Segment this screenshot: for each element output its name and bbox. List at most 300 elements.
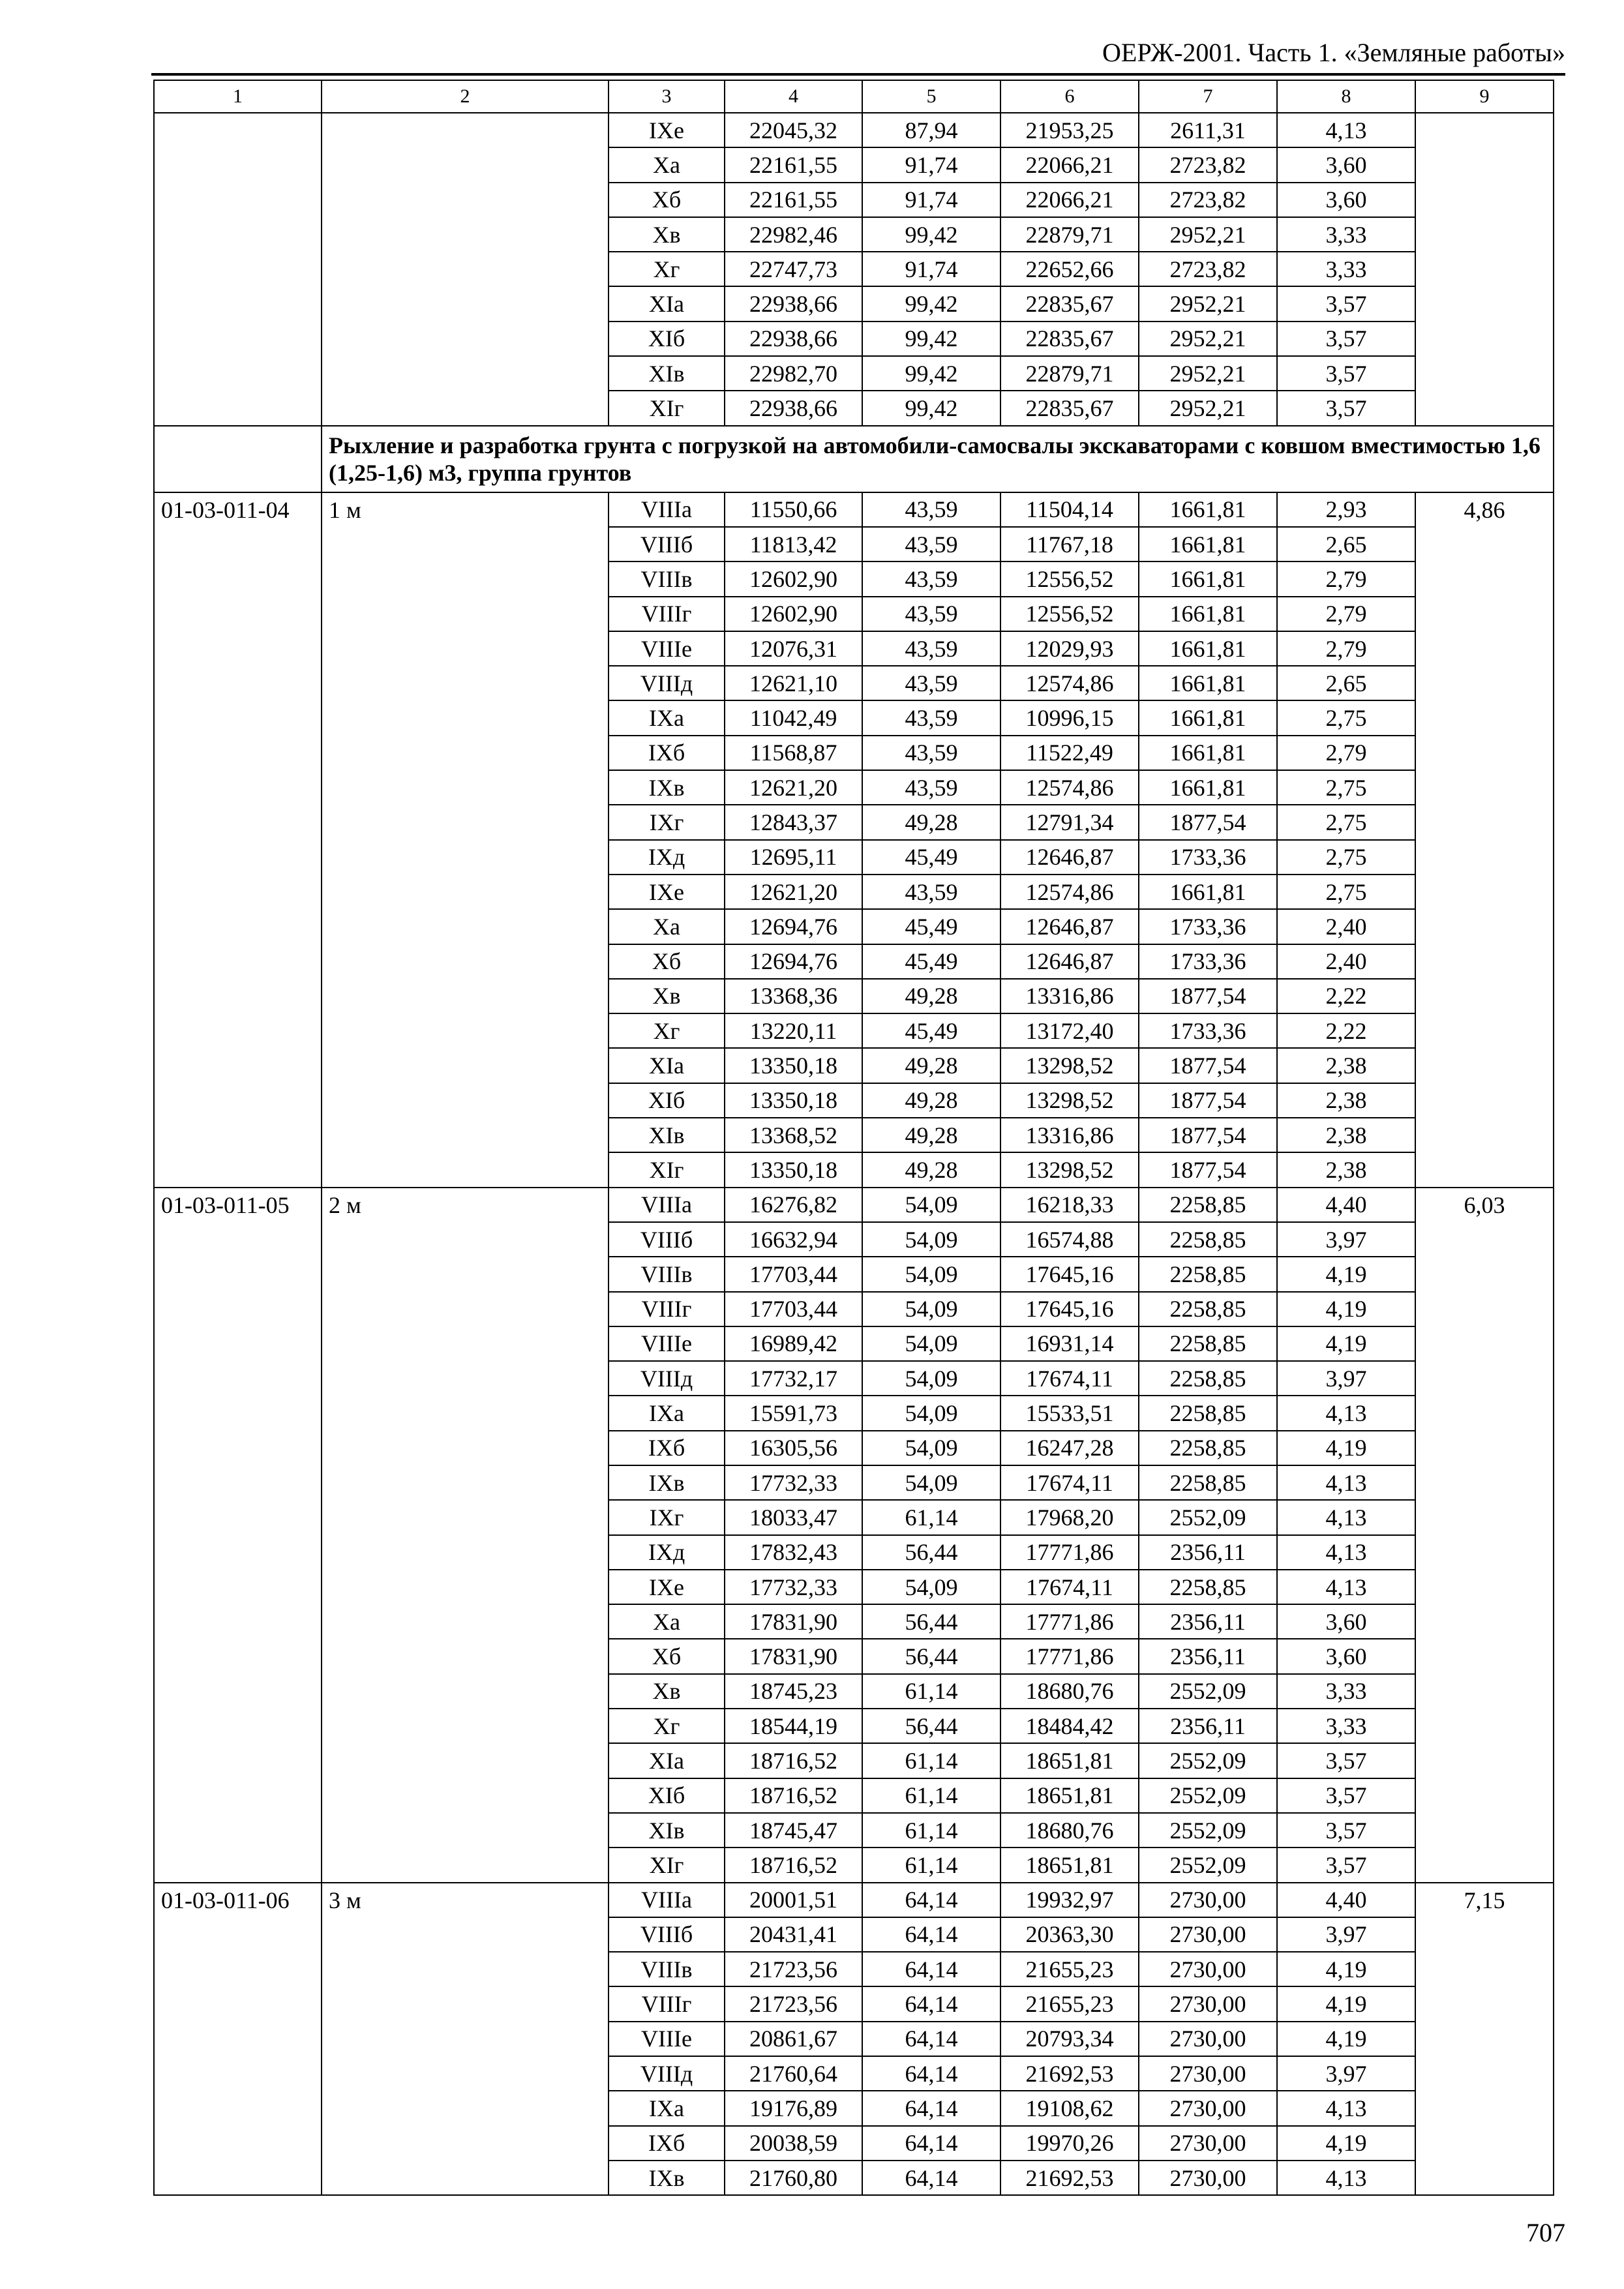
machinist-wages-cell: 2258,85 [1139,1396,1277,1430]
table-row [154,492,1554,527]
wages-cell: 54,09 [862,1292,1000,1326]
machinist-wages-cell: 2730,00 [1139,1952,1277,1986]
total-cost-cell: 13350,18 [725,1152,862,1187]
item-name: 3 м [322,1883,609,2196]
wages-cell: 61,14 [862,1778,1000,1813]
total-cost-cell: 12694,76 [725,909,862,944]
total-cost-cell: 16989,42 [725,1326,862,1361]
page-header-title: ОЕРЖ-2001. Часть 1. «Земляные работы» [1102,38,1565,67]
soil-group-cell: VIIIа [609,492,725,527]
materials-cost-cell: 3,33 [1277,217,1415,252]
total-cost-cell: 13368,36 [725,979,862,1013]
machinist-wages-cell: 1661,81 [1139,527,1277,561]
soil-group-cell: XIа [609,1048,725,1083]
total-cost-cell: 17732,17 [725,1361,862,1396]
machine-cost-cell: 21692,53 [1000,2161,1139,2195]
soil-group-cell: Xв [609,979,725,1013]
materials-cost-cell: 3,57 [1277,1743,1415,1778]
machinist-wages-cell: 1877,54 [1139,1152,1277,1187]
machine-cost-cell: 21692,53 [1000,2056,1139,2091]
machinist-wages-cell: 2552,09 [1139,1500,1277,1534]
soil-group-cell: Xб [609,944,725,979]
materials-cost-cell: 4,19 [1277,1952,1415,1986]
column-number: 1 [154,80,322,113]
machinist-wages-cell: 2258,85 [1139,1292,1277,1326]
wages-cell: 54,09 [862,1257,1000,1291]
wages-cell: 54,09 [862,1188,1000,1222]
total-cost-cell: 12695,11 [725,840,862,875]
machine-cost-cell: 13316,86 [1000,979,1139,1013]
soil-group-cell: IXв [609,1465,725,1500]
materials-cost-cell: 2,79 [1277,597,1415,631]
machine-cost-cell: 11767,18 [1000,527,1139,561]
column-number: 8 [1277,80,1415,113]
total-cost-cell: 18745,47 [725,1813,862,1848]
wages-cell: 99,42 [862,217,1000,252]
total-cost-cell: 19176,89 [725,2091,862,2125]
machinist-wages-cell: 2356,11 [1139,1709,1277,1743]
soil-group-cell: IXе [609,1570,725,1604]
wages-cell: 49,28 [862,1048,1000,1083]
materials-cost-cell: 3,60 [1277,1604,1415,1639]
materials-cost-cell: 3,97 [1277,2056,1415,2091]
soil-group-cell: XIг [609,1152,725,1187]
machine-cost-cell: 17645,16 [1000,1292,1139,1326]
page-number: 707 [1526,2218,1565,2247]
machine-cost-cell: 17968,20 [1000,1500,1139,1534]
materials-cost-cell: 3,60 [1277,183,1415,217]
machine-cost-cell: 22835,67 [1000,391,1139,425]
soil-group-cell: Xг [609,1013,725,1048]
soil-group-cell: XIв [609,1118,725,1152]
soil-group-cell: XIг [609,1848,725,1882]
soil-group-cell: Xа [609,147,725,182]
wages-cell: 43,59 [862,875,1000,909]
total-cost-cell: 22982,46 [725,217,862,252]
materials-cost-cell: 4,13 [1277,1465,1415,1500]
machine-cost-cell: 20363,30 [1000,1917,1139,1952]
materials-cost-cell: 2,38 [1277,1152,1415,1187]
machine-cost-cell: 19108,62 [1000,2091,1139,2125]
total-cost-cell: 12621,20 [725,875,862,909]
materials-cost-cell: 3,33 [1277,252,1415,286]
table-row [154,113,1554,147]
soil-group-cell: IXб [609,1431,725,1465]
soil-group-cell: VIIIв [609,1952,725,1986]
machinist-wages-cell: 2723,82 [1139,147,1277,182]
total-cost-cell: 16276,82 [725,1188,862,1222]
materials-cost-cell: 4,13 [1277,113,1415,147]
wages-cell: 43,59 [862,770,1000,805]
column-number: 6 [1000,80,1139,113]
materials-cost-cell: 4,40 [1277,1188,1415,1222]
machinist-wages-cell: 2730,00 [1139,1986,1277,2021]
materials-cost-cell: 2,40 [1277,909,1415,944]
wages-cell: 54,09 [862,1326,1000,1361]
materials-cost-cell: 4,13 [1277,1396,1415,1430]
wages-cell: 49,28 [862,979,1000,1013]
materials-cost-cell: 3,33 [1277,1674,1415,1709]
section-title: Рыхление и разработка грунта с погрузкой на автомобили-самосвалы экскаваторами с ковшом вместимостью 1,6 (1,25-1,6) м3, группа грунтов [322,426,1554,492]
materials-cost-cell: 3,57 [1277,1778,1415,1813]
section-empty-cell [154,426,322,492]
total-cost-cell: 13350,18 [725,1048,862,1083]
machinist-wages-cell: 2730,00 [1139,2022,1277,2056]
machinist-wages-cell: 1733,36 [1139,944,1277,979]
machine-cost-cell: 17674,11 [1000,1361,1139,1396]
machinist-wages-cell: 1877,54 [1139,1048,1277,1083]
machine-cost-cell: 11504,14 [1000,492,1139,527]
soil-group-cell: VIIIб [609,1917,725,1952]
soil-group-cell: Xа [609,1604,725,1639]
materials-cost-cell: 3,60 [1277,147,1415,182]
table-row [154,1883,1554,1917]
soil-group-cell: VIIIв [609,561,725,596]
machinist-wages-cell: 2552,09 [1139,1848,1277,1882]
materials-cost-cell: 2,65 [1277,527,1415,561]
name-cell [322,113,609,426]
machine-cost-cell: 12029,93 [1000,631,1139,666]
soil-group-cell: XIб [609,322,725,356]
soil-group-cell: Xв [609,1674,725,1709]
soil-group-cell: XIв [609,356,725,391]
machine-cost-cell: 12646,87 [1000,944,1139,979]
total-cost-cell: 13350,18 [725,1083,862,1118]
machine-cost-cell: 17771,86 [1000,1535,1139,1570]
materials-cost-cell: 2,75 [1277,770,1415,805]
machine-cost-cell: 22879,71 [1000,217,1139,252]
total-cost-cell: 17703,44 [725,1292,862,1326]
total-cost-cell: 12621,20 [725,770,862,805]
soil-group-cell: IXв [609,2161,725,2195]
total-cost-cell: 18544,19 [725,1709,862,1743]
machinist-wages-cell: 1877,54 [1139,1083,1277,1118]
machine-cost-cell: 18680,76 [1000,1674,1139,1709]
item-code: 01-03-011-05 [154,1188,322,1883]
materials-cost-cell: 3,33 [1277,1709,1415,1743]
machinist-wages-cell: 1661,81 [1139,597,1277,631]
materials-cost-cell: 2,75 [1277,840,1415,875]
item-name: 2 м [322,1188,609,1883]
materials-cost-cell: 2,75 [1277,805,1415,839]
machinist-wages-cell: 1733,36 [1139,909,1277,944]
total-cost-cell: 12602,90 [725,561,862,596]
machine-cost-cell: 16574,88 [1000,1222,1139,1257]
machinist-wages-cell: 2730,00 [1139,2091,1277,2125]
total-cost-cell: 22161,55 [725,147,862,182]
wages-cell: 99,42 [862,391,1000,425]
materials-cost-cell: 3,60 [1277,1639,1415,1673]
price-table [153,80,1554,2196]
column-number: 2 [322,80,609,113]
total-cost-cell: 12076,31 [725,631,862,666]
soil-group-cell: IXг [609,805,725,839]
soil-group-cell: VIIIг [609,1986,725,2021]
wages-cell: 99,42 [862,356,1000,391]
machinist-wages-cell: 2258,85 [1139,1361,1277,1396]
materials-cost-cell: 4,19 [1277,1986,1415,2021]
machine-cost-cell: 17771,86 [1000,1639,1139,1673]
total-cost-cell: 22938,66 [725,322,862,356]
machine-cost-cell: 22652,66 [1000,252,1139,286]
wages-cell: 61,14 [862,1500,1000,1534]
total-cost-cell: 18033,47 [725,1500,862,1534]
materials-cost-cell: 3,57 [1277,1848,1415,1882]
wages-cell: 43,59 [862,736,1000,770]
wages-cell: 64,14 [862,2126,1000,2161]
materials-cost-cell: 3,57 [1277,391,1415,425]
wages-cell: 61,14 [862,1848,1000,1882]
materials-cost-cell: 4,19 [1277,1292,1415,1326]
materials-cost-cell: 3,97 [1277,1222,1415,1257]
total-cost-cell: 11042,49 [725,700,862,735]
materials-cost-cell: 2,38 [1277,1118,1415,1152]
materials-cost-cell: 3,97 [1277,1917,1415,1952]
machinist-wages-cell: 2730,00 [1139,1917,1277,1952]
machine-cost-cell: 22066,21 [1000,183,1139,217]
wages-cell: 43,59 [862,631,1000,666]
total-cost-cell: 12694,76 [725,944,862,979]
total-cost-cell: 11550,66 [725,492,862,527]
machinist-wages-cell: 2258,85 [1139,1570,1277,1604]
soil-group-cell: IXе [609,113,725,147]
wages-cell: 43,59 [862,561,1000,596]
soil-group-cell: VIIIе [609,1326,725,1361]
soil-group-cell: VIIIа [609,1883,725,1917]
total-cost-cell: 13220,11 [725,1013,862,1048]
wages-cell: 54,09 [862,1361,1000,1396]
machinist-wages-cell: 1661,81 [1139,875,1277,909]
materials-cost-cell: 3,57 [1277,286,1415,321]
materials-cost-cell: 2,22 [1277,1013,1415,1048]
total-cost-cell: 17831,90 [725,1604,862,1639]
wages-cell: 45,49 [862,909,1000,944]
total-cost-cell: 22161,55 [725,183,862,217]
wages-cell: 91,74 [862,183,1000,217]
materials-cost-cell: 2,93 [1277,492,1415,527]
machine-cost-cell: 21953,25 [1000,113,1139,147]
machinist-wages-cell: 2356,11 [1139,1535,1277,1570]
total-cost-cell: 11568,87 [725,736,862,770]
column-number: 4 [725,80,862,113]
total-cost-cell: 17831,90 [725,1639,862,1673]
code-cell [154,113,322,426]
total-cost-cell: 17832,43 [725,1535,862,1570]
materials-cost-cell: 2,79 [1277,561,1415,596]
materials-cost-cell: 2,22 [1277,979,1415,1013]
machinist-wages-cell: 2952,21 [1139,391,1277,425]
machine-cost-cell: 12556,52 [1000,561,1139,596]
machinist-wages-cell: 2611,31 [1139,113,1277,147]
wages-cell: 43,59 [862,666,1000,700]
machine-cost-cell: 18651,81 [1000,1778,1139,1813]
total-cost-cell: 12621,10 [725,666,862,700]
column-number: 7 [1139,80,1277,113]
soil-group-cell: IXв [609,770,725,805]
wages-cell: 43,59 [862,527,1000,561]
soil-group-cell: VIIIб [609,527,725,561]
machine-cost-cell: 16247,28 [1000,1431,1139,1465]
total-cost-cell: 22747,73 [725,252,862,286]
machinist-wages-cell: 1661,81 [1139,770,1277,805]
soil-group-cell: Xг [609,1709,725,1743]
wages-cell: 99,42 [862,286,1000,321]
machinist-wages-cell: 2258,85 [1139,1431,1277,1465]
total-cost-cell: 21723,56 [725,1986,862,2021]
machine-cost-cell: 17771,86 [1000,1604,1139,1639]
wages-cell: 64,14 [862,1986,1000,2021]
machine-cost-cell: 22835,67 [1000,286,1139,321]
total-cost-cell: 17703,44 [725,1257,862,1291]
total-cost-cell: 15591,73 [725,1396,862,1430]
machine-cost-cell: 13298,52 [1000,1083,1139,1118]
wages-cell: 54,09 [862,1222,1000,1257]
item-coefficient: 4,86 [1415,492,1554,1188]
machinist-wages-cell: 1877,54 [1139,979,1277,1013]
machine-cost-cell: 22835,67 [1000,322,1139,356]
machine-cost-cell: 16931,14 [1000,1326,1139,1361]
machinist-wages-cell: 2552,09 [1139,1674,1277,1709]
machinist-wages-cell: 2258,85 [1139,1222,1277,1257]
materials-cost-cell: 4,19 [1277,2126,1415,2161]
wages-cell: 91,74 [862,252,1000,286]
soil-group-cell: IXд [609,840,725,875]
machine-cost-cell: 15533,51 [1000,1396,1139,1430]
machinist-wages-cell: 2723,82 [1139,183,1277,217]
wages-cell: 61,14 [862,1674,1000,1709]
materials-cost-cell: 3,57 [1277,322,1415,356]
header-rule [151,73,1565,76]
soil-group-cell: XIб [609,1083,725,1118]
machinist-wages-cell: 2356,11 [1139,1604,1277,1639]
total-cost-cell: 16305,56 [725,1431,862,1465]
machinist-wages-cell: 1661,81 [1139,736,1277,770]
soil-group-cell: IXа [609,700,725,735]
total-cost-cell: 20038,59 [725,2126,862,2161]
machinist-wages-cell: 1733,36 [1139,840,1277,875]
wages-cell: 64,14 [862,1917,1000,1952]
machine-cost-cell: 12574,86 [1000,875,1139,909]
machine-cost-cell: 21655,23 [1000,1986,1139,2021]
total-cost-cell: 12602,90 [725,597,862,631]
soil-group-cell: VIIIд [609,666,725,700]
wages-cell: 61,14 [862,1743,1000,1778]
materials-cost-cell: 4,13 [1277,2091,1415,2125]
total-cost-cell: 18716,52 [725,1848,862,1882]
soil-group-cell: VIIIг [609,1292,725,1326]
total-cost-cell: 17732,33 [725,1570,862,1604]
soil-group-cell: VIIIд [609,2056,725,2091]
machine-cost-cell: 18651,81 [1000,1743,1139,1778]
materials-cost-cell: 4,13 [1277,1570,1415,1604]
total-cost-cell: 18716,52 [725,1743,862,1778]
table-row [154,1188,1554,1222]
wages-cell: 45,49 [862,840,1000,875]
total-cost-cell: 21723,56 [725,1952,862,1986]
machinist-wages-cell: 2552,09 [1139,1813,1277,1848]
column-number-row [154,80,1554,113]
machinist-wages-cell: 2952,21 [1139,286,1277,321]
total-cost-cell: 22938,66 [725,391,862,425]
total-cost-cell: 22982,70 [725,356,862,391]
soil-group-cell: VIIIе [609,2022,725,2056]
wages-cell: 64,14 [862,1883,1000,1917]
soil-group-cell: VIIIа [609,1188,725,1222]
wages-cell: 54,09 [862,1396,1000,1430]
soil-group-cell: IXе [609,875,725,909]
soil-group-cell: VIIIд [609,1361,725,1396]
machine-cost-cell: 12646,87 [1000,909,1139,944]
machinist-wages-cell: 2952,21 [1139,356,1277,391]
wages-cell: 91,74 [862,147,1000,182]
machine-cost-cell: 20793,34 [1000,2022,1139,2056]
item-name: 1 м [322,492,609,1188]
machinist-wages-cell: 2723,82 [1139,252,1277,286]
machinist-wages-cell: 2952,21 [1139,322,1277,356]
wages-cell: 56,44 [862,1709,1000,1743]
item-coefficient: 6,03 [1415,1188,1554,1883]
wages-cell: 54,09 [862,1465,1000,1500]
machine-cost-cell: 12574,86 [1000,770,1139,805]
machine-cost-cell: 13298,52 [1000,1152,1139,1187]
total-cost-cell: 20861,67 [725,2022,862,2056]
machine-cost-cell: 22066,21 [1000,147,1139,182]
total-cost-cell: 20431,41 [725,1917,862,1952]
materials-cost-cell: 3,57 [1277,356,1415,391]
machine-cost-cell: 12574,86 [1000,666,1139,700]
wages-cell: 49,28 [862,1083,1000,1118]
machine-cost-cell: 19932,97 [1000,1883,1139,1917]
wages-cell: 49,28 [862,1152,1000,1187]
machine-cost-cell: 18484,42 [1000,1709,1139,1743]
soil-group-cell: Xг [609,252,725,286]
materials-cost-cell: 4,13 [1277,1535,1415,1570]
soil-group-cell: VIIIе [609,631,725,666]
wages-cell: 45,49 [862,944,1000,979]
total-cost-cell: 18716,52 [725,1778,862,1813]
total-cost-cell: 11813,42 [725,527,862,561]
machinist-wages-cell: 2258,85 [1139,1326,1277,1361]
soil-group-cell: Xб [609,1639,725,1673]
soil-group-cell: Xб [609,183,725,217]
materials-cost-cell: 2,79 [1277,736,1415,770]
materials-cost-cell: 4,40 [1277,1883,1415,1917]
wages-cell: 64,14 [862,2022,1000,2056]
column-number: 5 [862,80,1000,113]
machine-cost-cell: 12646,87 [1000,840,1139,875]
machinist-wages-cell: 2952,21 [1139,217,1277,252]
soil-group-cell: IXд [609,1535,725,1570]
soil-group-cell: XIб [609,1778,725,1813]
soil-group-cell: IXа [609,2091,725,2125]
machine-cost-cell: 13298,52 [1000,1048,1139,1083]
wages-cell: 64,14 [862,2161,1000,2195]
materials-cost-cell: 2,38 [1277,1048,1415,1083]
machinist-wages-cell: 1661,81 [1139,561,1277,596]
wages-cell: 54,09 [862,1431,1000,1465]
materials-cost-cell: 4,19 [1277,2022,1415,2056]
item-code: 01-03-011-04 [154,492,322,1188]
materials-cost-cell: 2,65 [1277,666,1415,700]
total-cost-cell: 17732,33 [725,1465,862,1500]
materials-cost-cell: 4,19 [1277,1257,1415,1291]
wages-cell: 49,28 [862,1118,1000,1152]
machinist-wages-cell: 2258,85 [1139,1257,1277,1291]
machinist-wages-cell: 1661,81 [1139,700,1277,735]
soil-group-cell: IXг [609,1500,725,1534]
item-code: 01-03-011-06 [154,1883,322,2196]
machinist-wages-cell: 2258,85 [1139,1188,1277,1222]
